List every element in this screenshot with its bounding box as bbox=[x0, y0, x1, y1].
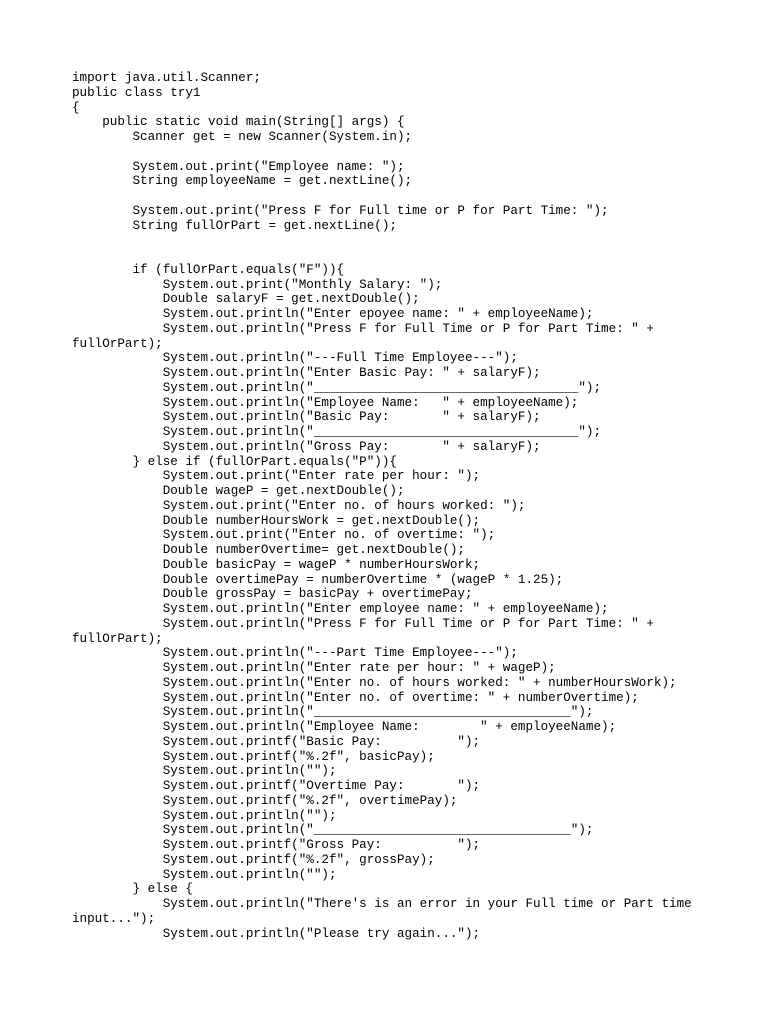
code-line: System.out.print("Press F for Full time or P for Part Time: "); bbox=[72, 203, 609, 218]
code-line: fullOrPart); bbox=[72, 336, 163, 351]
code-line: System.out.println("Press F for Full Time or P for Part Time: " + bbox=[72, 321, 654, 336]
code-line: Double numberOvertime= get.nextDouble(); bbox=[72, 543, 465, 557]
code-line: System.out.printf("Overtime Pay: "); bbox=[72, 779, 481, 793]
code-line: System.out.println("___________________________________"); bbox=[72, 380, 602, 395]
code-line: System.out.println("Enter no. of hours worked: " + numberHoursWork); bbox=[72, 675, 677, 690]
code-line: System.out.println(""); bbox=[72, 764, 337, 779]
code-line: System.out.println("---Full Time Employee---"); bbox=[72, 351, 518, 366]
code-line: System.out.println("Enter employee name: " + employeeName); bbox=[72, 602, 609, 616]
code-line: Double salaryF = get.nextDouble(); bbox=[72, 292, 420, 307]
code-line: System.out.printf("Basic Pay: "); bbox=[72, 734, 481, 749]
code-line: System.out.println("Gross Pay: " + salaryF); bbox=[72, 439, 541, 454]
code-line: System.out.println(""); bbox=[72, 867, 337, 882]
code-line: System.out.println("__________________________________"); bbox=[72, 705, 594, 720]
code-line: System.out.printf("%.2f", basicPay); bbox=[72, 749, 435, 764]
code-line: import java.util.Scanner; bbox=[72, 71, 261, 85]
code-line: System.out.print("Enter no. of hours worked: "); bbox=[72, 498, 526, 513]
code-line: System.out.println("There's is an error in your Full time or Part time bbox=[72, 897, 692, 911]
code-line: System.out.printf("%.2f", grossPay); bbox=[72, 852, 435, 867]
code-line: System.out.println("__________________________________"); bbox=[72, 823, 594, 838]
code-line: System.out.println("___________________________________"); bbox=[72, 425, 602, 439]
code-line: System.out.println("Enter no. of overtime: " + numberOvertime); bbox=[72, 690, 639, 705]
code-line: System.out.print("Enter no. of overtime: "); bbox=[72, 528, 496, 543]
code-line: Double basicPay = wageP * numberHoursWork; bbox=[72, 557, 481, 572]
code-line: } else { bbox=[72, 882, 193, 897]
code-line bbox=[72, 189, 712, 204]
code-line: System.out.printf("Gross Pay: "); bbox=[72, 838, 481, 852]
code-line: System.out.println(""); bbox=[72, 808, 337, 823]
code-line: Double numberHoursWork = get.nextDouble(); bbox=[72, 513, 481, 528]
code-line: Double wageP = get.nextDouble(); bbox=[72, 484, 405, 498]
code-line: Double overtimePay = numberOvertime * (wageP * 1.25); bbox=[72, 572, 564, 587]
code-line: } else if (fullOrPart.equals("P")){ bbox=[72, 454, 397, 469]
code-line: input..."); bbox=[72, 911, 156, 926]
code-line: Double grossPay = basicPay + overtimePay; bbox=[72, 587, 473, 602]
code-line: { bbox=[72, 100, 80, 115]
code-line: System.out.print("Employee name: "); bbox=[72, 159, 405, 174]
code-line: System.out.println("---Part Time Employee---"); bbox=[72, 646, 518, 661]
code-line: fullOrPart); bbox=[72, 631, 163, 646]
code-line: public class try1 bbox=[72, 85, 201, 100]
code-line: System.out.println("Press F for Full Time or P for Part Time: " + bbox=[72, 616, 654, 631]
code-line: System.out.print("Monthly Salary: "); bbox=[72, 277, 443, 292]
code-line: Scanner get = new Scanner(System.in); bbox=[72, 130, 413, 144]
code-line: System.out.printf("%.2f", overtimePay); bbox=[72, 793, 458, 808]
code-line: System.out.println("Enter epoyee name: " + employeeName); bbox=[72, 307, 594, 321]
code-line: String employeeName = get.nextLine(); bbox=[72, 174, 413, 189]
code-line: System.out.println("Please try again..."); bbox=[72, 926, 481, 941]
code-line: System.out.println("Enter rate per hour: " + wageP); bbox=[72, 661, 556, 675]
code-line bbox=[72, 233, 712, 248]
code-line: System.out.print("Enter rate per hour: "); bbox=[72, 469, 481, 484]
code-line: String fullOrPart = get.nextLine(); bbox=[72, 218, 397, 233]
code-line: public static void main(String[] args) { bbox=[72, 115, 405, 130]
code-line bbox=[72, 248, 712, 263]
code-line: if (fullOrPart.equals("F")){ bbox=[72, 262, 345, 277]
code-line: System.out.println("Basic Pay: " + salaryF); bbox=[72, 410, 541, 425]
code-listing bbox=[72, 71, 712, 941]
code-line: System.out.println("Employee Name: " + employeeName); bbox=[72, 395, 579, 410]
code-line: System.out.println("Enter Basic Pay: " + salaryF); bbox=[72, 366, 541, 380]
code-line: System.out.println("Employee Name: " + employeeName); bbox=[72, 720, 617, 734]
code-line bbox=[72, 145, 712, 160]
